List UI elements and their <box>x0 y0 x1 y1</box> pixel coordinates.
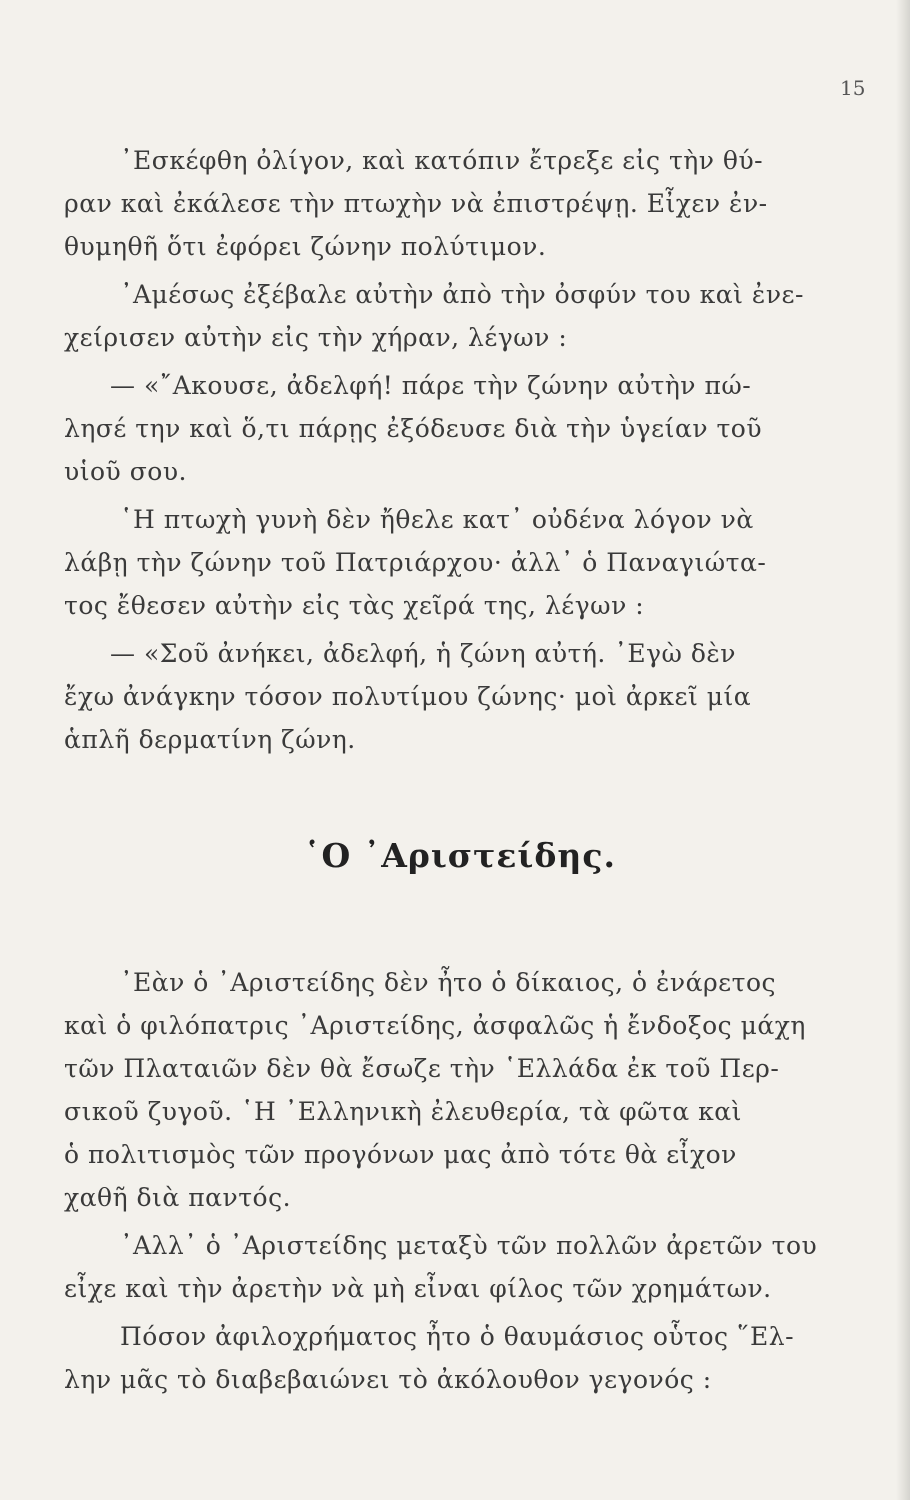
section-title: ῾Ο ᾿Αριστείδης. <box>304 836 616 875</box>
text-line: υἱοῦ σου. <box>64 457 187 486</box>
text-line: ᾿Αμέσως ἐξέβαλε αὐτὴν ἀπὸ τὴν ὀσφύν του καὶ ἐνε- <box>120 280 804 309</box>
text-line: σικοῦ ζυγοῦ. ῾Η ᾿Ελληνικὴ ἐλευθερία, τὰ φῶτα καὶ <box>64 1097 742 1126</box>
text-line: καὶ ὁ φιλόπατρις ᾿Αριστείδης, ἀσφαλῶς ἡ ἔνδοξος μάχη <box>64 1011 806 1040</box>
text-line: ῾Η πτωχὴ γυνὴ δὲν ἤθελε κατ᾿ οὐδένα λόγον νὰ <box>120 505 754 534</box>
text-line: Πόσον ἀφιλοχρήματος ἦτο ὁ θαυμάσιος οὗτος ῞Ελ- <box>120 1322 795 1351</box>
text-line: ᾿Αλλ᾿ ὁ ᾿Αριστείδης μεταξὺ τῶν πολλῶν ἀρετῶν του <box>120 1231 818 1260</box>
text-line: ἁπλῆ δερματίνη ζώνη. <box>64 725 356 754</box>
text-line: — «Σοῦ ἀνήκει, ἀδελφή, ἡ ζώνη αὐτή. ᾿Εγὼ δὲν <box>110 639 737 668</box>
text-line: ὁ πολιτισμὸς τῶν προγόνων μας ἀπὸ τότε θὰ εἶχον <box>64 1140 737 1169</box>
text-line: — «῎Ακουσε, ἀδελφή! πάρε τὴν ζώνην αὐτὴν πώ- <box>110 371 752 400</box>
page-number: 15 <box>840 76 866 100</box>
text-line: θυμηθῆ ὅτι ἐφόρει ζώνην πολύτιμον. <box>64 232 547 261</box>
text-line: τος ἔθεσεν αὐτὴν εἰς τὰς χεῖρά της, λέγων : <box>64 591 645 620</box>
text-line: ἔχω ἀνάγκην τόσον πολυτίμου ζώνης· μοὶ ἀρκεῖ μία <box>64 682 752 711</box>
text-line: ραν καὶ ἐκάλεσε τὴν πτωχὴν νὰ ἐπιστρέψῃ. Εἶχεν ἐν- <box>64 189 768 218</box>
text-line: χαθῆ διὰ παντός. <box>64 1183 292 1212</box>
text-line: τῶν Πλαταιῶν δὲν θὰ ἔσωζε τὴν ῾Ελλάδα ἐκ τοῦ Περ- <box>64 1054 780 1083</box>
text-line: ᾿Εσκέφθη ὀλίγον, καὶ κατόπιν ἔτρεξε εἰς τὴν θύ- <box>120 146 764 175</box>
text-line: εἶχε καὶ τὴν ἀρετὴν νὰ μὴ εἶναι φίλος τῶν χρημάτων. <box>64 1274 772 1303</box>
text-line: ᾿Εὰν ὁ ᾿Αριστείδης δὲν ἦτο ὁ δίκαιος, ὁ ἐνάρετος <box>120 968 777 997</box>
text-line: λην μᾶς τὸ διαβεβαιώνει τὸ ἀκόλουθον γεγονός : <box>64 1365 712 1394</box>
text-line: χείρισεν αὐτὴν εἰς τὴν χήραν, λέγων : <box>64 323 568 352</box>
text-line: λάβῃ τὴν ζώνην τοῦ Πατριάρχου· ἀλλ᾿ ὁ Παναγιώτα- <box>64 548 767 577</box>
text-line: λησέ την καὶ ὅ,τι πάρῃς ἐξόδευσε διὰ τὴν ὑγείαν τοῦ <box>64 414 763 443</box>
page-edge-shadow <box>896 0 910 1500</box>
